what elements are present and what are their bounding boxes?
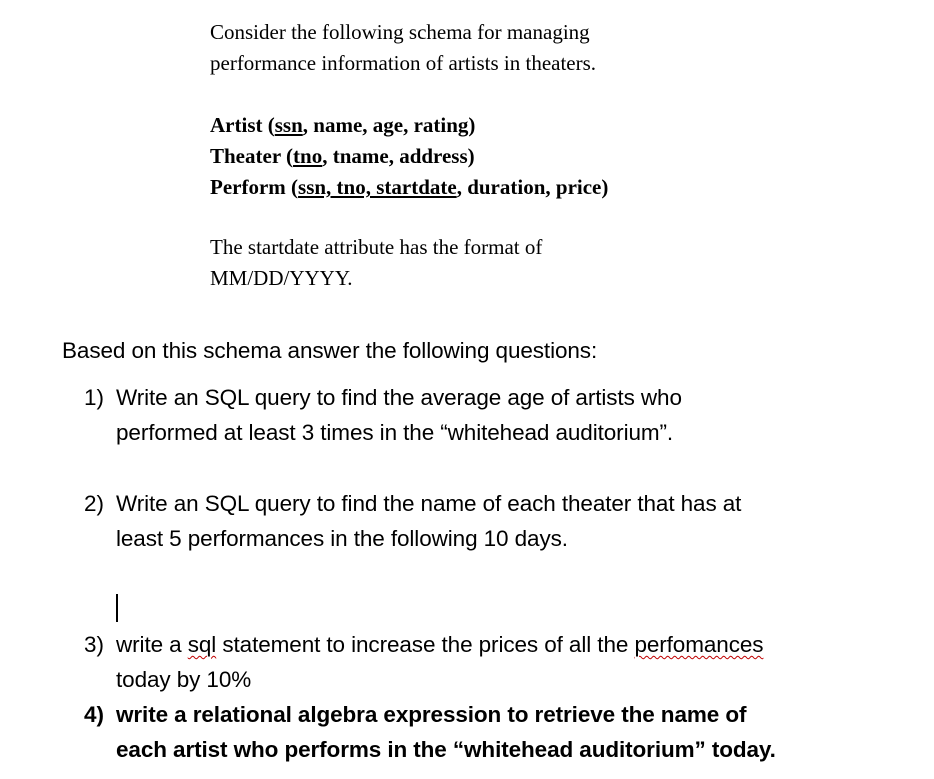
q3-line2: today by 10% <box>116 667 252 692</box>
text-cursor[interactable] <box>116 594 118 622</box>
perform-relation-name: Perform <box>210 175 286 199</box>
schema-theater <box>210 144 475 169</box>
q3-text-c: statement to increase the prices of all the <box>216 632 635 657</box>
q1-number: 1) <box>84 385 105 410</box>
q4-number: 4) <box>84 702 105 727</box>
q3-line1 <box>116 632 763 658</box>
schema-intro-line1: Consider the following schema for managing <box>210 20 590 44</box>
artist-attributes: , name, age, rating) <box>302 113 476 137</box>
schema-format-line2: MM/DD/YYYY. <box>210 266 353 290</box>
theater-key: tno <box>293 144 323 168</box>
artist-relation-name: Artist <box>210 113 263 137</box>
q3-number: 3) <box>84 632 105 657</box>
perform-open-paren: ( <box>285 175 299 199</box>
q4-line2: each artist who performs in the “whitehead auditorium” today. <box>116 737 776 762</box>
artist-key: ssn <box>274 113 303 137</box>
schema-format-line1: The startdate attribute has the format of <box>210 235 543 259</box>
q2-line1: Write an SQL query to find the name of each theater that has at <box>116 491 742 516</box>
q4-line1: write a relational algebra expression to retrieve the name of <box>116 702 747 727</box>
spellcheck-sql[interactable]: sql <box>187 632 217 657</box>
schema-intro-line2: performance information of artists in theaters. <box>210 51 597 75</box>
q1-line1: Write an SQL query to find the average age of artists who <box>116 385 682 410</box>
theater-relation-name: Theater <box>210 144 281 168</box>
theater-attributes: , tname, address) <box>322 144 475 168</box>
schema-artist <box>210 113 475 138</box>
schema-perform <box>210 175 608 200</box>
artist-open-paren: ( <box>262 113 275 137</box>
q3-text-a: write a <box>116 632 188 657</box>
perform-attributes: , duration, price) <box>456 175 609 199</box>
q2-number: 2) <box>84 491 105 516</box>
q1-line2: performed at least 3 times in the “whitehead auditorium”. <box>116 420 674 445</box>
theater-open-paren: ( <box>280 144 294 168</box>
questions-heading: Based on this schema answer the following questions: <box>62 338 598 363</box>
spellcheck-perfomances[interactable]: perfomances <box>634 632 764 657</box>
q2-line2: least 5 performances in the following 10 days. <box>116 526 568 551</box>
perform-key: ssn, tno, startdate <box>298 175 457 199</box>
